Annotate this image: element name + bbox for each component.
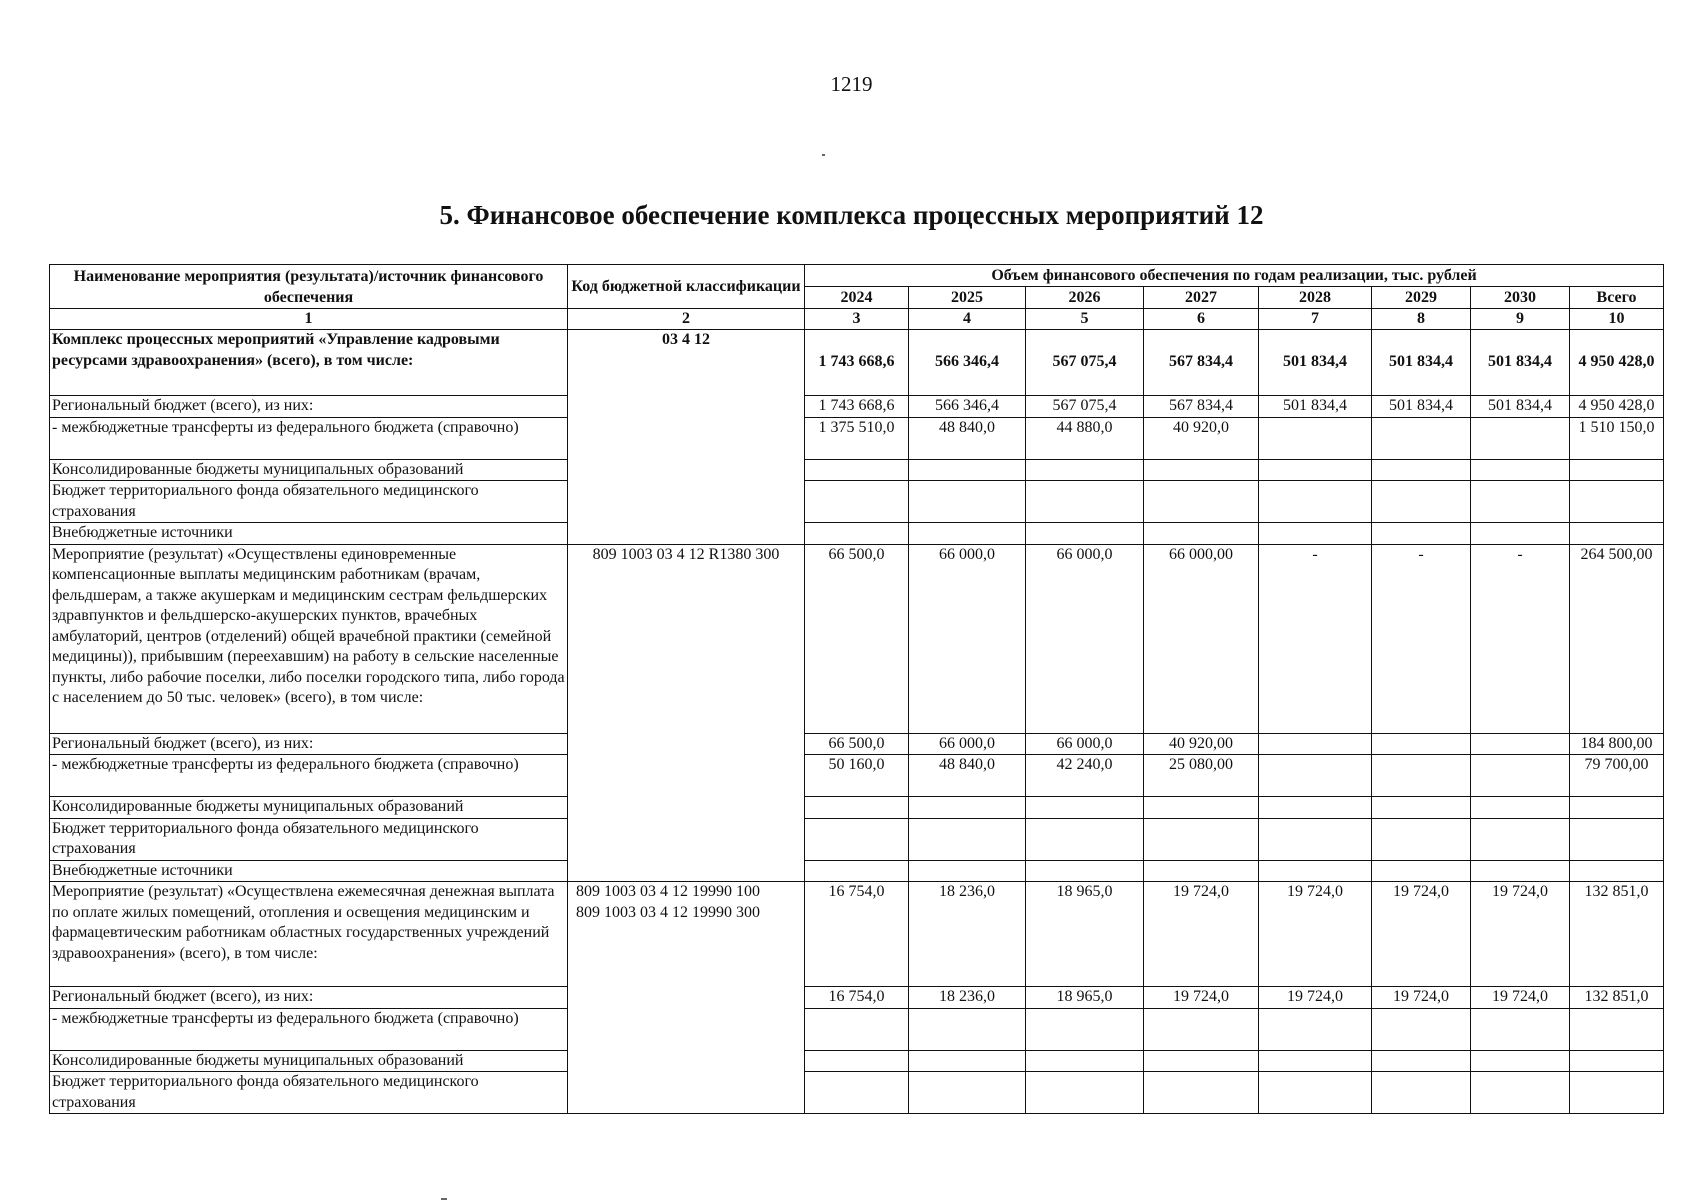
row-name: - межбюджетные трансферты из федерального бюджета (справочно) [50,417,568,459]
row-name: - межбюджетные трансферты из федерального бюджета (справочно) [50,1008,568,1050]
year-value [1259,417,1372,459]
header-year: 2030 [1471,287,1570,309]
year-value: 19 724,0 [1259,987,1372,1009]
year-value: 567 075,4 [1026,396,1144,418]
column-number: 5 [1026,309,1144,330]
header-total: Всего [1570,287,1664,309]
year-value [909,1072,1026,1114]
year-value [1471,523,1570,545]
table-row [50,459,1664,481]
row-name: Бюджет территориального фонда обязательного медицинского страхования [50,1072,568,1114]
year-value [1372,459,1471,481]
row-name: Региональный бюджет (всего), из них: [50,987,568,1009]
year-value: 66 500,0 [805,544,909,733]
year-value [805,1050,909,1072]
year-value [1026,860,1144,882]
total-value: 4 950 428,0 [1570,330,1664,396]
year-value [1259,818,1372,860]
year-value [1471,797,1570,819]
year-value: 18 965,0 [1026,987,1144,1009]
year-value: 40 920,0 [1144,417,1259,459]
year-value: 567 834,4 [1144,396,1259,418]
year-value [1144,797,1259,819]
year-value [1144,481,1259,523]
year-value [1471,818,1570,860]
year-value: 66 000,0 [909,733,1026,755]
budget-code [568,544,805,882]
budget-code [568,330,805,545]
year-value: 66 000,0 [909,544,1026,733]
year-value [1372,417,1471,459]
row-name: Мероприятие (результат) «Осуществлена ежемесячная денежная выплата по оплате жилых помещений, отопления и освещения медицинским и фармацевтическим работникам областных государственных учреждений здравоохранения» (всего), в том числе: [50,882,568,987]
column-number: 7 [1259,309,1372,330]
table-row [50,733,1664,755]
year-value [1259,1050,1372,1072]
row-name: Бюджет территориального фонда обязательного медицинского страхования [50,818,568,860]
year-value [1259,459,1372,481]
total-value [1570,860,1664,882]
column-number: 9 [1471,309,1570,330]
year-value [805,818,909,860]
row-name: Внебюджетные источники [50,523,568,545]
year-value: 40 920,00 [1144,733,1259,755]
header-year: 2028 [1259,287,1372,309]
year-value: 501 834,4 [1372,396,1471,418]
year-value [805,523,909,545]
year-value [1259,733,1372,755]
table-body [50,330,1664,1114]
year-value [1471,1008,1570,1050]
year-value [805,481,909,523]
year-value [909,459,1026,481]
year-value: 566 346,4 [909,396,1026,418]
total-value: 1 510 150,0 [1570,417,1664,459]
total-value [1570,523,1664,545]
row-name: Региональный бюджет (всего), из них: [50,396,568,418]
total-value: 4 950 428,0 [1570,396,1664,418]
year-value: 1 743 668,6 [805,330,909,396]
financing-table [49,264,1664,1114]
year-value [805,797,909,819]
year-value [909,1008,1026,1050]
total-value [1570,818,1664,860]
page-number: 1219 [830,72,873,96]
year-value [1144,1008,1259,1050]
year-value [1144,1050,1259,1072]
year-value: - [1372,544,1471,733]
year-value: 16 754,0 [805,882,909,987]
year-value [1372,1072,1471,1114]
year-value: 42 240,0 [1026,755,1144,797]
scan-speck [822,154,825,156]
year-value [1144,459,1259,481]
table-row [50,417,1664,459]
year-value: - [1259,544,1372,733]
year-value [1372,755,1471,797]
year-value: 19 724,0 [1471,882,1570,987]
total-value [1570,459,1664,481]
year-value [1471,1072,1570,1114]
year-value [1471,417,1570,459]
year-value [1471,459,1570,481]
year-value [1144,1072,1259,1114]
year-value: 48 840,0 [909,417,1026,459]
table-row [50,860,1664,882]
year-value [909,523,1026,545]
total-value [1570,797,1664,819]
year-value [909,797,1026,819]
year-value [1471,733,1570,755]
total-value [1570,481,1664,523]
budget-code-line: 03 4 12 [662,331,710,348]
year-value [1471,860,1570,882]
year-value [909,818,1026,860]
year-value [1372,818,1471,860]
year-value [1259,1008,1372,1050]
row-name: - межбюджетные трансферты из федерального бюджета (справочно) [50,755,568,797]
table-row [50,755,1664,797]
year-value [805,1072,909,1114]
year-value [1259,1072,1372,1114]
year-value [1259,860,1372,882]
year-value [1259,523,1372,545]
column-number: 3 [805,309,909,330]
header-year: 2027 [1144,287,1259,309]
year-value: 66 000,0 [1026,544,1144,733]
header-name: Наименование мероприятия (результата)/источник финансового обеспечения [50,265,568,309]
column-number: 6 [1144,309,1259,330]
row-name: Бюджет территориального фонда обязательного медицинского страхования [50,481,568,523]
year-value [1026,459,1144,481]
year-value [1259,797,1372,819]
year-value [1026,481,1144,523]
year-value: 19 724,0 [1144,987,1259,1009]
column-number: 10 [1570,309,1664,330]
year-value [1144,818,1259,860]
year-value: 16 754,0 [805,987,909,1009]
year-value [909,860,1026,882]
year-value [909,1050,1026,1072]
total-value: 132 851,0 [1570,882,1664,987]
year-value [1471,481,1570,523]
row-name: Внебюджетные источники [50,860,568,882]
column-number: 2 [568,309,805,330]
year-value: 25 080,00 [1144,755,1259,797]
year-value: 1 743 668,6 [805,396,909,418]
year-value: 50 160,0 [805,755,909,797]
year-value: 18 236,0 [909,882,1026,987]
row-name: Консолидированные бюджеты муниципальных образований [50,1050,568,1072]
year-value [1026,818,1144,860]
document-title: 5. Финансовое обеспечение комплекса процессных мероприятий 12 [439,200,1264,230]
year-value: 18 236,0 [909,987,1026,1009]
year-value [1372,733,1471,755]
header-year: 2025 [909,287,1026,309]
budget-code [568,882,805,1114]
column-number: 1 [50,309,568,330]
year-value [1471,1050,1570,1072]
row-name: Мероприятие (результат) «Осуществлены единовременные компенсационные выплаты медицинским работникам (врачам, фельдшерам, а также акушеркам и медицинским сестрам фельдшерских здравпунктов и фельдшерско-акушерских пунктов, врачебных амбулаторий, центров (отделений) общей врачебной практики (семейной медицины)), прибывшим (переехавшим) на работу в сельские населенные пункты, либо рабочие поселки, либо поселки городского типа, либо города с населением до 50 тыс. человек» (всего), в том числе: [50,544,568,733]
year-value [909,481,1026,523]
year-value: 501 834,4 [1372,330,1471,396]
table-row [50,987,1664,1009]
table-row [50,1008,1664,1050]
total-value [1570,1072,1664,1114]
year-value [1026,797,1144,819]
row-name: Консолидированные бюджеты муниципальных образований [50,459,568,481]
year-value [1259,755,1372,797]
year-value: 19 724,0 [1144,882,1259,987]
year-value [805,1008,909,1050]
year-value: 566 346,4 [909,330,1026,396]
year-value [805,860,909,882]
header-year: 2026 [1026,287,1144,309]
header-year: 2024 [805,287,909,309]
table-row [50,330,1664,396]
total-value: 264 500,00 [1570,544,1664,733]
header-year: 2029 [1372,287,1471,309]
year-value [1026,1072,1144,1114]
year-value: 66 500,0 [805,733,909,755]
year-value: 18 965,0 [1026,882,1144,987]
year-value: 19 724,0 [1259,882,1372,987]
year-value: 501 834,4 [1259,330,1372,396]
row-name: Региональный бюджет (всего), из них: [50,733,568,755]
table-row [50,818,1664,860]
year-value: 501 834,4 [1471,330,1570,396]
column-number: 4 [909,309,1026,330]
year-value [1471,755,1570,797]
year-value [1026,1050,1144,1072]
table-row [50,797,1664,819]
year-value [1144,860,1259,882]
total-value: 79 700,00 [1570,755,1664,797]
year-value [1259,481,1372,523]
year-value: 1 375 510,0 [805,417,909,459]
header-volume: Объем финансового обеспечения по годам реализации, тыс. рублей [805,265,1664,287]
year-value [1026,523,1144,545]
year-value: 44 880,0 [1026,417,1144,459]
year-value [1372,523,1471,545]
budget-code-line: 809 1003 03 4 12 R1380 300 [592,545,780,563]
year-value [1372,860,1471,882]
total-value: 132 851,0 [1570,987,1664,1009]
budget-code-line: 809 1003 03 4 12 19990 300 [576,903,760,921]
total-value [1570,1050,1664,1072]
year-value [1372,797,1471,819]
table-row [50,396,1664,418]
table-row [50,882,1664,987]
year-value: 567 834,4 [1144,330,1259,396]
header-code: Код бюджетной классификации [568,265,805,309]
year-value [1372,1008,1471,1050]
year-value [1372,1050,1471,1072]
budget-code-line: 809 1003 03 4 12 19990 100 [576,883,760,900]
year-value: - [1471,544,1570,733]
row-name: Комплекс процессных мероприятий «Управление кадровыми ресурсами здравоохранения» (всего), в том числе: [50,330,568,396]
table-row [50,544,1664,733]
table-row [50,1050,1664,1072]
year-value: 501 834,4 [1471,396,1570,418]
table-row [50,1072,1664,1114]
year-value: 19 724,0 [1372,882,1471,987]
year-value: 19 724,0 [1372,987,1471,1009]
year-value [1026,1008,1144,1050]
column-number: 8 [1372,309,1471,330]
year-value [1372,481,1471,523]
total-value [1570,1008,1664,1050]
year-value [805,459,909,481]
year-value: 66 000,00 [1144,544,1259,733]
table-row [50,481,1664,523]
year-value: 66 000,0 [1026,733,1144,755]
total-value: 184 800,00 [1570,733,1664,755]
row-name: Консолидированные бюджеты муниципальных образований [50,797,568,819]
table-row [50,523,1664,545]
year-value: 567 075,4 [1026,330,1144,396]
year-value: 19 724,0 [1471,987,1570,1009]
year-value [1144,523,1259,545]
year-value: 501 834,4 [1259,396,1372,418]
year-value: 48 840,0 [909,755,1026,797]
